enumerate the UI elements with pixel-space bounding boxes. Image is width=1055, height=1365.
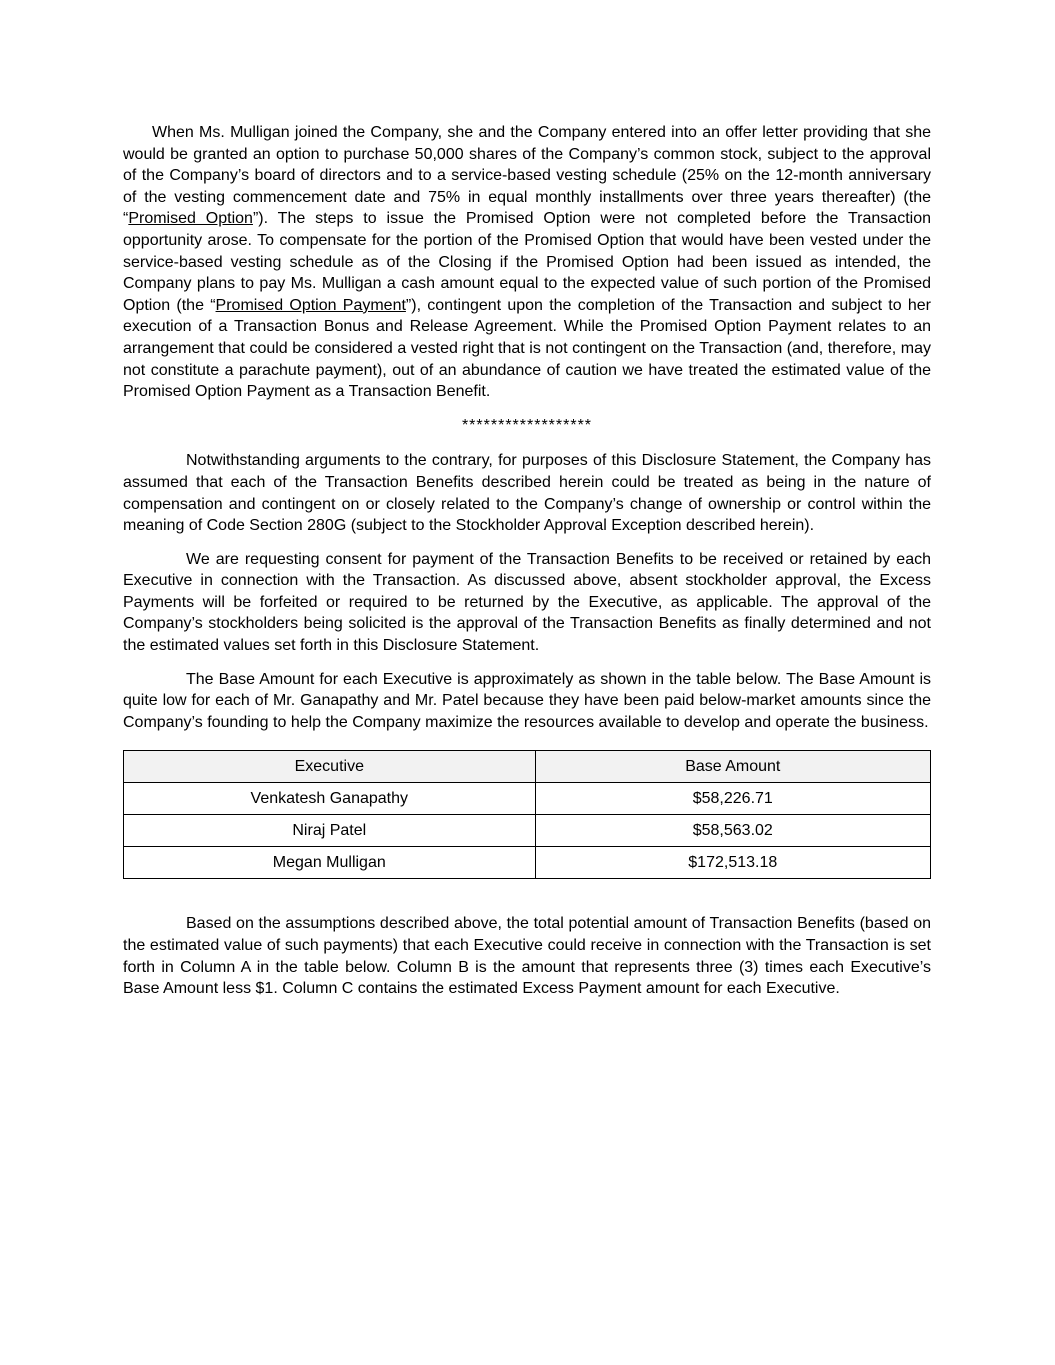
table-row [124,783,931,815]
base-amount-value-cell: $58,226.71 [535,783,930,815]
defined-term-promised-option-payment: Promised Option Payment [215,296,406,314]
paragraph-promised-option [123,122,931,403]
paragraph-disclosure-assumption: Notwithstanding arguments to the contrary, for purposes of this Disclosure Statement, the Company has assumed that each of the Transaction Benefits described herein could be treated as being in the nature of compensation and contingent on or closely related to the Company’s change of ownership or control within the meaning of Code Section 280G (subject to the Stockholder Approval Exception described herein). [123,452,931,535]
column-header-executive: Executive [124,751,536,783]
base-amount-value-cell: $58,563.02 [535,815,930,847]
paragraph-run: When Ms. Mulligan joined the Company, she and the Company entered into an offer letter providing that she would be granted an option to purchase 50,000 shares of the Company’s common stock, subject to the approval of the Company’s board of directors and to a service-based vesting schedule (25% on the 12-month anniversary of the vesting commencement date and 75% in equal monthly installments over three years thereafter) (the “ [123,124,931,228]
executive-name-cell: Megan Mulligan [124,847,536,879]
paragraph-run: ”), contingent upon the completion of the Transaction and subject to her execution of a Transaction Bonus and Release Agreement. While the Promised Option Payment relates to an arrangement that could be considered a vested right that is not contingent on the Transaction (and, therefore, may not constitute a parachute payment), out of an abundance of caution we have treated the estimated value of the Promised Option Payment as a Transaction Benefit. [123,296,932,401]
executive-name-cell: Venkatesh Ganapathy [124,783,536,815]
defined-term-promised-option: Promised Option [128,210,253,228]
base-amount-value-cell: $172,513.18 [535,847,930,879]
table-row [124,815,931,847]
paragraph-base-amount-intro: The Base Amount for each Executive is approximately as shown in the table below. The Base Amount is quite low for each of Mr. Ganapathy and Mr. Patel because they have been paid below-market amounts since the Company’s founding to help the Company maximize the resources available to develop and operate the business. [123,670,931,731]
table-header-row [124,751,931,783]
column-header-base-amount: Base Amount [535,751,930,783]
base-amount-table [123,750,931,879]
paragraph-transaction-benefits-columns: Based on the assumptions described above, the total potential amount of Transaction Benefits (based on the estimated value of such payments) that each Executive could receive in connection with the Transaction is set forth in Column A in the table below. Column B is the amount that represents three (3) times each Executive’s Base Amount less $1. Column C contains the estimated Excess Payment amount for each Executive. [123,915,931,998]
executive-name-cell: Niraj Patel [124,815,536,847]
paragraph-run: ”). The steps to issue the Promised Option were not completed before the Transaction opportunity arose. To compensate for the portion of the Promised Option that would have been vested under the service-based vesting schedule as of the Closing if the Promised Option had been issued as intended, the Company plans to pay Ms. Mulligan a cash amount equal to the expected value of such portion of the Promised Option (the “ [123,210,931,314]
table-row [124,847,931,879]
asterisk-separator: ****************** [461,416,593,434]
paragraph-consent-request: We are requesting consent for payment of the Transaction Benefits to be received or retained by each Executive in connection with the Transaction. As discussed above, absent stockholder approval, the Excess Payments will be forfeited or required to be returned by the Executive, as applicable. The approval of the Company’s stockholders being solicited is the approval of the Transaction Benefits as finally determined and not the estimated values set forth in this Disclosure Statement. [123,550,931,655]
